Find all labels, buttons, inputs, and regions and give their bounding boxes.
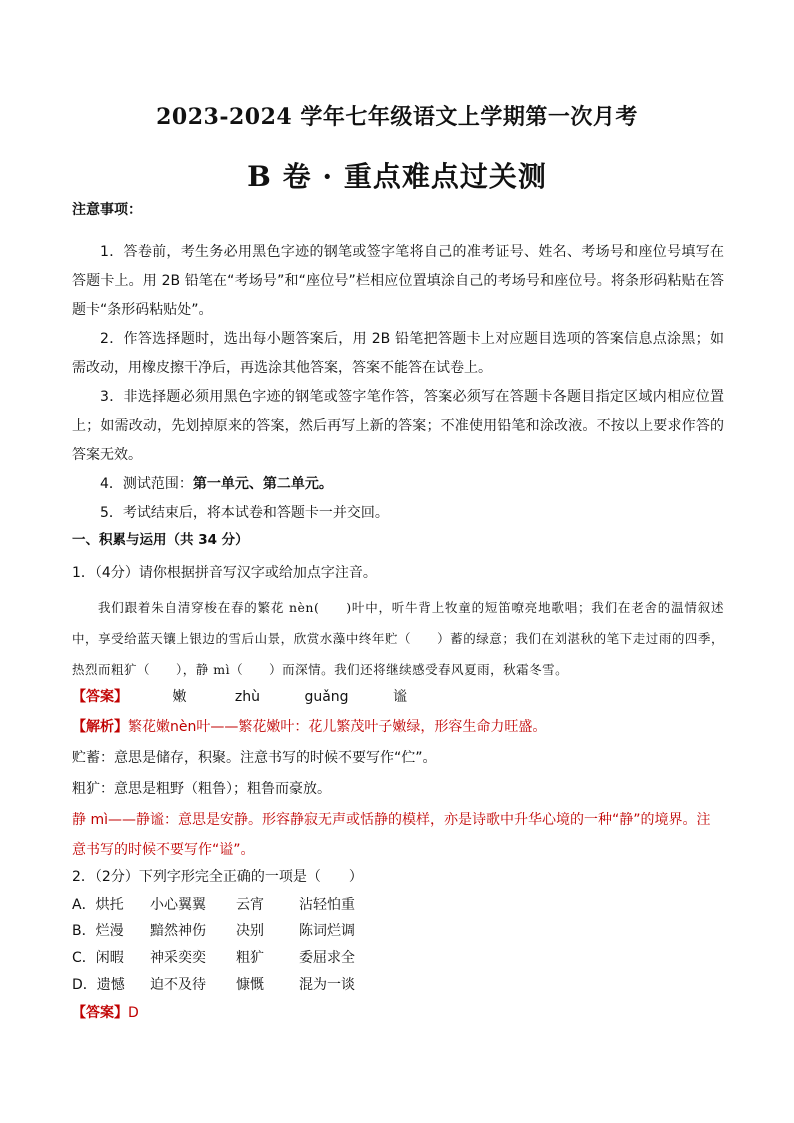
option-word: 云宵 [236, 897, 264, 913]
option-word: 小心翼翼 [150, 897, 206, 913]
exam-title: 2023-2024 学年七年级语文上学期第一次月考 [156, 104, 638, 130]
note-item: 3．非选择题必须用黑色字迹的钢笔或签字笔作答，答案必须写在答题卡各题目指定区域内相应位置上；如需改动，先划掉原来的答案，然后再写上新的答案；不准使用铅笔和涂改液。不按以上要求作答的答案无效。 [72, 389, 724, 463]
option-word: 决别 [236, 923, 264, 939]
note-item-prefix: 4．测试范围： [100, 476, 193, 492]
option-row [72, 894, 389, 914]
option-word: 陈词烂调 [299, 923, 355, 939]
option-row [72, 920, 389, 940]
option-word: B．烂漫 [72, 923, 124, 939]
answer-item: guǎng [304, 689, 349, 705]
option-word: 粗犷 [236, 950, 264, 966]
note-item-scope: 第一单元、第二单元。 [192, 476, 333, 492]
notes-heading: 注意事项： [72, 202, 142, 218]
option-word: 迫不及待 [150, 977, 206, 993]
note-item: 2．作答选择题时，选出每小题答案后，用 2B 铅笔把答题卡上对应题目选项的答案信息点涂黑；如需改动，用橡皮擦干净后，再选涂其他答案，答案不能答在试卷上。 [72, 331, 724, 376]
section-heading: 一、积累与运用（共 34 分） [72, 532, 249, 548]
option-word: 混为一谈 [299, 977, 355, 993]
option-row [72, 947, 389, 967]
question-1-stem: 1．（4分）请你根据拼音写汉字或给加点字注音。 [72, 565, 377, 581]
option-word: D．遗憾 [72, 977, 125, 993]
question-2-answer [72, 1002, 139, 1022]
answer-item: zhù [234, 689, 261, 705]
question-1-answer [72, 686, 407, 706]
question-1-passage: 我们跟着朱自清穿梭在春的繁花 nèn( )叶中，听牛背上牧童的短笛嘹亮地歌唱；我们在老舍的温情叙述中，享受给蓝天镶上银边的雪后山景，欣赏水藻中终年贮（ ）蓄的绿意；我们在刘湛秋的笔下走过雨的四季，热烈而粗犷（ ），静 mì（ ）而深情。我们还将继续感受春风夏雨，秋霜冬雪。 [72, 600, 724, 677]
option-word: 黯然神伤 [150, 923, 206, 939]
option-word: 慷慨 [236, 977, 264, 993]
analysis-line: 静 mì——静谧：意思是安静。形容静寂无声或恬静的模样，亦是诗歌中升华心境的一种“静”的境界。注意书写的时候不要写作“谥”。 [72, 812, 711, 858]
option-word: 沾轻怕重 [299, 897, 355, 913]
answer-value: D [128, 1005, 139, 1021]
question-2-stem: 2．（2分）下列字形完全正确的一项是（ ） [72, 869, 363, 885]
analysis-tag: 【解析】 [72, 719, 128, 735]
option-word: 委屈求全 [299, 950, 355, 966]
answer-tag: 【答案】 [72, 1005, 128, 1021]
note-item: 1．答卷前，考生务必用黑色字迹的钢笔或签字笔将自己的准考证号、姓名、考场号和座位号填写在答题卡上。用 2B 铅笔在“考场号”和“座位号”栏相应位置填涂自己的考场号和座位号。将条形码粘贴在答题卡“条形码粘贴处”。 [72, 244, 724, 318]
analysis-line: 粗犷：意思是粗野（粗鲁）；粗鲁而豪放。 [72, 781, 331, 797]
option-word: 神采奕奕 [150, 950, 206, 966]
answer-item: 谧 [393, 689, 408, 705]
analysis-line: 贮蓄：意思是储存，积聚。注意书写的时候不要写作“伫”。 [72, 750, 437, 766]
notes-list [72, 238, 724, 528]
exam-subtitle: B 卷 · 重点难点过关测 [247, 160, 547, 193]
option-word: C．闲暇 [72, 950, 124, 966]
answer-item: 嫩 [172, 689, 187, 705]
answer-tag: 【答案】 [72, 689, 128, 705]
note-item [72, 470, 724, 499]
option-row [72, 974, 389, 994]
note-item: 5．考试结束后，将本试卷和答题卡一并交回。 [100, 505, 389, 521]
analysis-line [72, 712, 724, 742]
option-word: A．烘托 [72, 897, 124, 913]
analysis-text: 繁花嫩nèn叶——繁花嫩叶：花儿繁茂叶子嫩绿，形容生命力旺盛。 [128, 719, 547, 735]
